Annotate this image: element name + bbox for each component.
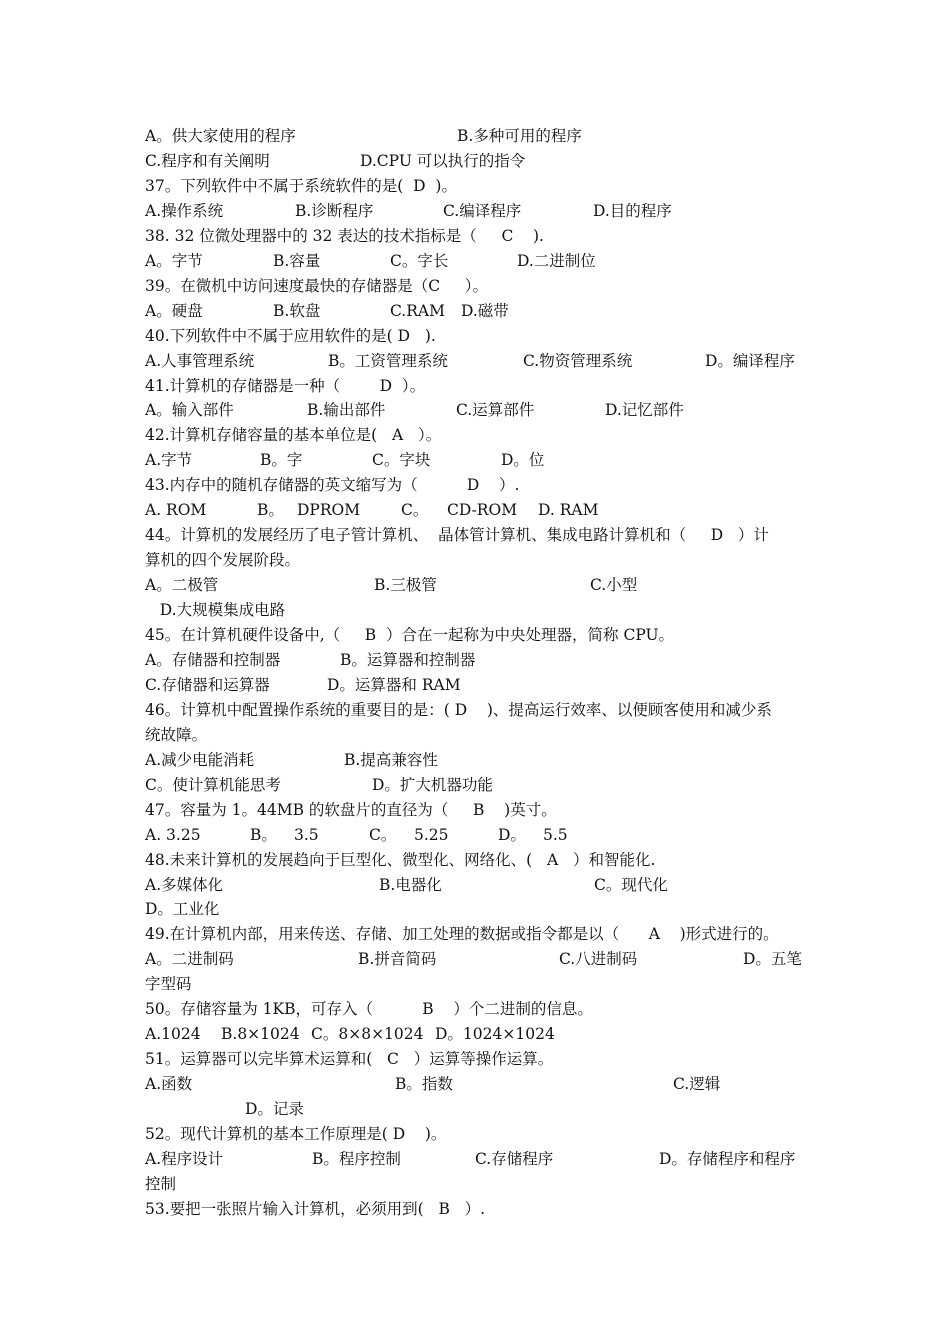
answer-option: D。扩大机器功能 — [372, 776, 493, 794]
answer-option: C.八进制码 — [559, 950, 638, 968]
answer-option: C.存储器和运算器 — [145, 676, 270, 694]
answer-option: B.软盘 — [273, 302, 321, 320]
answer-option: B。 — [250, 826, 277, 844]
answer-option: B.提高兼容性 — [344, 751, 438, 769]
answer-option: C.编译程序 — [443, 202, 522, 220]
answer-option: A.程序设计 — [145, 1150, 224, 1168]
answer-option: C.存储程序 — [475, 1150, 554, 1168]
answer-option: D。五笔 — [743, 950, 802, 968]
answer-option: D。存储程序和程序 — [659, 1150, 796, 1168]
answer-option: A.字节 — [145, 451, 193, 469]
answer-option: D.CPU 可以执行的指令 — [360, 152, 526, 170]
answer-option: D。 — [498, 826, 526, 844]
text-line: 44。计算机的发展经历了电子管计算机、 晶体管计算机、集成电路计算机和（ D ）计 — [145, 526, 769, 544]
text-line: 46。计算机中配置操作系统的重要目的是：( D )、提高运行效率、以便顾客使用和减少系 — [145, 701, 772, 719]
text-line: 48.未来计算机的发展趋向于巨型化、微型化、网络化、( A ）和智能化. — [145, 851, 656, 869]
answer-option: B.多种可用的程序 — [457, 127, 582, 145]
answer-option: D. RAM — [538, 501, 599, 519]
answer-option: A。硬盘 — [145, 302, 203, 320]
text-line: 38. 32 位微处理器中的 32 表达的技术指标是（ C ). — [145, 227, 544, 245]
answer-option: B.8×1024 — [221, 1025, 300, 1043]
answer-option: A. 3.25 — [145, 826, 201, 844]
answer-option: DPROM — [297, 501, 361, 519]
answer-option: B.输出部件 — [307, 401, 386, 419]
answer-option: B。运算器和控制器 — [340, 651, 476, 669]
text-line: 51。运算器可以完毕算术运算和( C ）运算等操作运算。 — [145, 1050, 554, 1068]
answer-option: A。字节 — [145, 252, 203, 270]
answer-option: D.目的程序 — [593, 202, 672, 220]
answer-option: D。编译程序 — [705, 352, 795, 370]
answer-option: C。8×8×1024 — [311, 1025, 424, 1043]
answer-option: B.诊断程序 — [295, 202, 374, 220]
text-line: 49.在计算机内部，用来传送、存储、加工处理的数据或指令都是以（ A )形式进行的。 — [145, 925, 779, 943]
answer-option: C。 — [369, 826, 397, 844]
answer-option: C.逻辑 — [673, 1075, 721, 1093]
answer-option: A.操作系统 — [145, 202, 224, 220]
text-line: 53.要把一张照片输入计算机，必须用到( B ）. — [145, 1200, 486, 1218]
answer-option: C.RAM — [390, 302, 445, 320]
answer-option: A。输入部件 — [145, 401, 234, 419]
answer-option: 5.25 — [414, 826, 449, 844]
answer-option: B.容量 — [273, 252, 321, 270]
answer-option: D。记录 — [245, 1100, 304, 1118]
text-line: 统故障。 — [145, 726, 208, 744]
answer-option: A.人事管理系统 — [145, 352, 255, 370]
text-line: 52。现代计算机的基本工作原理是( D )。 — [145, 1125, 447, 1143]
text-line: D.大规模集成电路 — [145, 601, 286, 619]
answer-option: B.电器化 — [379, 876, 442, 894]
answer-option: A。二进制码 — [145, 950, 234, 968]
text-line: D。工业化 — [145, 900, 220, 918]
answer-option: A.多媒体化 — [145, 876, 224, 894]
answer-option: A.函数 — [145, 1075, 193, 1093]
text-line: 41.计算机的存储器是一种（ D ）。 — [145, 377, 426, 395]
answer-option: B。程序控制 — [312, 1150, 401, 1168]
answer-option: B。指数 — [395, 1075, 453, 1093]
answer-option: C。现代化 — [594, 876, 668, 894]
answer-option: B.拼音简码 — [358, 950, 437, 968]
answer-option: D。运算器和 RAM — [327, 676, 461, 694]
answer-option: C。字块 — [372, 451, 431, 469]
text-line: 37。下列软件中不属于系统软件的是( D )。 — [145, 177, 457, 195]
answer-option: D。位 — [501, 451, 545, 469]
answer-option: A.减少电能消耗 — [145, 751, 255, 769]
text-line: 42.计算机存储容量的基本单位是( A ）。 — [145, 426, 442, 444]
answer-option: D.二进制位 — [517, 252, 596, 270]
answer-option: D。1024×1024 — [435, 1025, 555, 1043]
text-line: 39。在微机中访问速度最快的存储器是（C ）。 — [145, 277, 488, 295]
answer-option: C.运算部件 — [456, 401, 535, 419]
answer-option: 5.5 — [543, 826, 568, 844]
answer-option: A。供大家使用的程序 — [145, 127, 296, 145]
answer-option: C.程序和有关阐明 — [145, 152, 270, 170]
text-line: 43.内存中的随机存储器的英文缩写为（ D ）. — [145, 476, 520, 494]
text-line: 字型码 — [145, 975, 192, 993]
answer-option: D.磁带 — [461, 302, 509, 320]
answer-option: C.物资管理系统 — [523, 352, 633, 370]
text-line: 47。容量为 1。44MB 的软盘片的直径为（ B )英寸。 — [145, 801, 557, 819]
text-line: 40.下列软件中不属于应用软件的是( D ). — [145, 327, 436, 345]
answer-option: B.三极管 — [374, 576, 437, 594]
answer-option: C.小型 — [590, 576, 638, 594]
answer-option: 3.5 — [294, 826, 319, 844]
answer-option: C。使计算机能思考 — [145, 776, 281, 794]
answer-option: CD-ROM — [447, 501, 518, 519]
answer-option: C。字长 — [390, 252, 449, 270]
answer-option: A。二极管 — [145, 576, 219, 594]
answer-option: C。 — [401, 501, 429, 519]
answer-option: B。 — [257, 501, 284, 519]
answer-option: A.1024 — [145, 1025, 201, 1043]
text-line: 50。存储容量为 1KB，可存入（ B ）个二进制的信息。 — [145, 1000, 593, 1018]
answer-option: B。工资管理系统 — [328, 352, 448, 370]
answer-option: A。存储器和控制器 — [145, 651, 281, 669]
text-line: 算机的四个发展阶段。 — [145, 551, 301, 569]
text-line: 控制 — [145, 1175, 177, 1193]
answer-option: A. ROM — [145, 501, 207, 519]
answer-option: B。字 — [260, 451, 303, 469]
answer-option: D.记忆部件 — [605, 401, 684, 419]
text-line: 45。在计算机硬件设备中,（ B ）合在一起称为中央处理器，简称 CPU。 — [145, 626, 675, 644]
